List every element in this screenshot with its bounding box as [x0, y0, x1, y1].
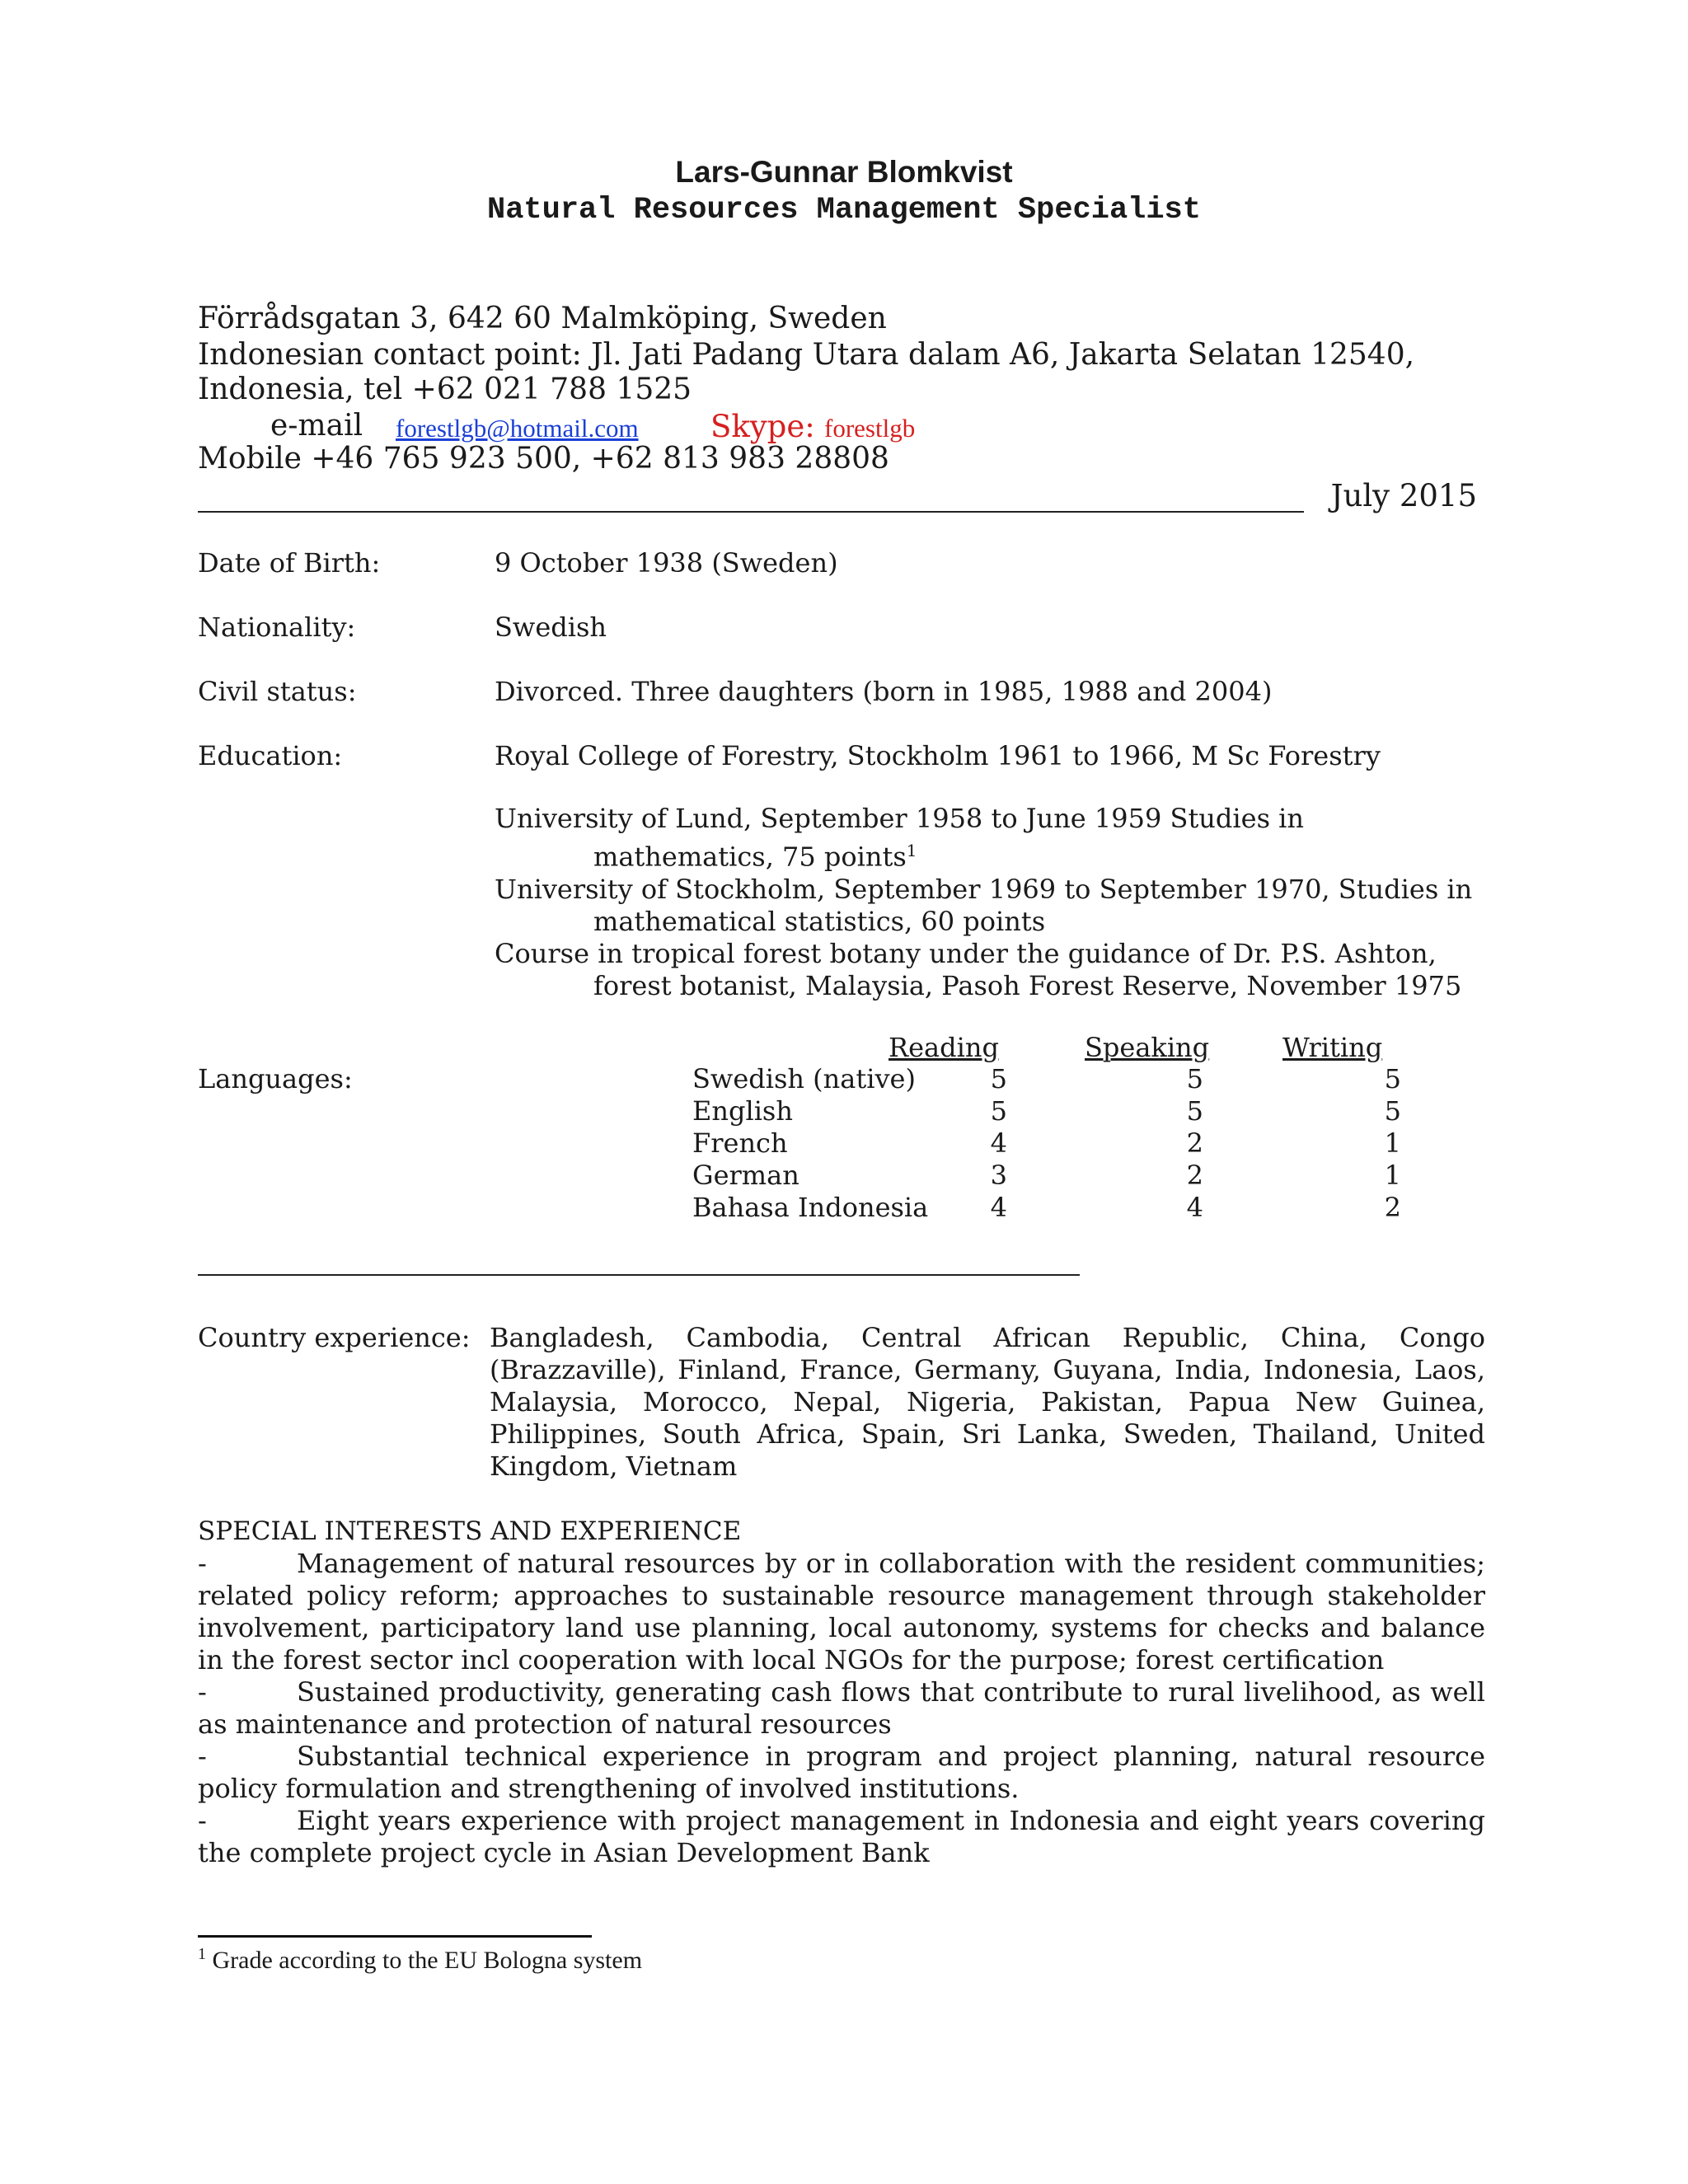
special-interests-list [198, 1548, 1485, 1869]
education-label: Education: [198, 740, 343, 771]
education-item-continued: forest botanist, Malaysia, Pasoh Forest Reserve, November 1975 [593, 969, 1462, 1001]
dob-label: Date of Birth: [198, 547, 381, 579]
language-speaking: 4 [1186, 1192, 1203, 1223]
language-reading: 4 [990, 1192, 1007, 1223]
special-interests-heading: SPECIAL INTERESTS AND EXPERIENCE [198, 1516, 742, 1546]
skype-id: forestlgb [824, 414, 916, 443]
header-divider [198, 511, 1304, 513]
education-list [495, 803, 1484, 1002]
languages-header-speaking: Speaking [1085, 1032, 1210, 1063]
education-item-continued: mathematics, 75 points$^1$ [593, 841, 917, 873]
list-item: - Sustained productivity, generating cash flows that contribute to rural livelihood, as well as maintenance and protection of natural resources [198, 1676, 1485, 1740]
language-speaking: 2 [1186, 1127, 1203, 1159]
education-item: University of Lund, September 1958 to June 1959 Studies in [495, 803, 1304, 834]
footnote [198, 1945, 642, 1975]
email-link[interactable]: forestlgb@hotmail.com [396, 414, 639, 443]
skype-label: Skype: [710, 409, 815, 444]
indonesia-contact-line-2: Indonesia, tel +62 021 788 1525 [198, 373, 692, 406]
education-item: University of Stockholm, September 1969 to September 1970, Studies in [495, 873, 1473, 905]
address: Förrådsgatan 3, 642 60 Malmköping, Sweden [198, 302, 887, 335]
language-speaking: 5 [1186, 1095, 1203, 1127]
language-speaking: 5 [1186, 1063, 1203, 1094]
footnote-divider [198, 1935, 592, 1938]
mobile-numbers: Mobile +46 765 923 500, +62 813 983 28808 [198, 442, 889, 476]
education-item: Royal College of Forestry, Stockholm 1961 to 1966, M Sc Forestry [495, 740, 1381, 771]
country-experience-label: Country experience: [198, 1322, 471, 1353]
language-name: English [692, 1095, 793, 1127]
language-speaking: 2 [1186, 1160, 1203, 1191]
language-reading: 5 [990, 1095, 1007, 1127]
language-writing: 1 [1384, 1127, 1401, 1159]
language-name: German [692, 1160, 799, 1191]
footnote-mark: 1 [198, 1945, 206, 1963]
language-writing: 5 [1384, 1063, 1401, 1094]
cv-date: July 2015 [1330, 478, 1477, 513]
list-item: - Substantial technical experience in program and project planning, natural resource policy formulation and strengthening of involved institutions. [198, 1741, 1485, 1804]
languages-header-reading: Reading [889, 1032, 999, 1063]
language-reading: 5 [990, 1063, 1007, 1094]
language-reading: 3 [990, 1160, 1007, 1191]
footnote-text: Grade according to the EU Bologna system [212, 1947, 643, 1974]
list-item: - Eight years experience with project management in Indonesia and eight years covering the complete project cycle in Asian Development Bank [198, 1805, 1485, 1868]
dob-value: 9 October 1938 (Sweden) [495, 547, 838, 579]
section-divider [198, 1274, 1080, 1276]
language-writing: 1 [1384, 1160, 1401, 1191]
education-item: Course in tropical forest botany under the guidance of Dr. P.S. Ashton, [495, 937, 1437, 969]
language-reading: 4 [990, 1127, 1007, 1159]
nationality-label: Nationality: [198, 612, 356, 643]
language-writing: 5 [1384, 1095, 1401, 1127]
person-name: Lars-Gunnar Blomkvist [675, 155, 1013, 189]
civil-status-label: Civil status: [198, 676, 357, 707]
email-label: e-mail [270, 409, 363, 443]
nationality-value: Swedish [495, 612, 607, 643]
indonesia-contact-line-1: Indonesian contact point: Jl. Jati Padang Utara dalam A6, Jakarta Selatan 12540, [198, 338, 1415, 372]
civil-status-value: Divorced. Three daughters (born in 1985, 1988 and 2004) [495, 676, 1273, 707]
language-name: French [692, 1127, 788, 1159]
footnote-reference: 1 [906, 841, 917, 860]
job-title: Natural Resources Management Specialist [487, 193, 1201, 227]
language-name: Swedish (native) [692, 1063, 916, 1094]
language-writing: 2 [1384, 1192, 1401, 1223]
country-experience-list: Bangladesh, Cambodia, Central African Republic, China, Congo (Brazzaville), Finland, France, Germany, Guyana, India, Indonesia, Laos, Malaysia, Morocco, Nepal, Nigeria, Pakistan, Papua New Guinea, Philippines, South Africa, Spain, Sri Lanka, Sweden, Thailand, United Kingdom, Vietnam [490, 1322, 1485, 1482]
list-item: - Management of natural resources by or in collaboration with the resident communities; related policy reform; approaches to sustainable resource management through stakeholder involvement, participatory land use planning, local autonomy, systems for checks and balance in the forest sector incl cooperation with local NGOs for the purpose; forest certification [198, 1548, 1485, 1675]
languages-label: Languages: [198, 1063, 353, 1094]
education-item-continued: mathematical statistics, 60 points [593, 905, 1046, 937]
language-name: Bahasa Indonesia [692, 1192, 929, 1223]
languages-header-writing: Writing [1282, 1032, 1383, 1063]
